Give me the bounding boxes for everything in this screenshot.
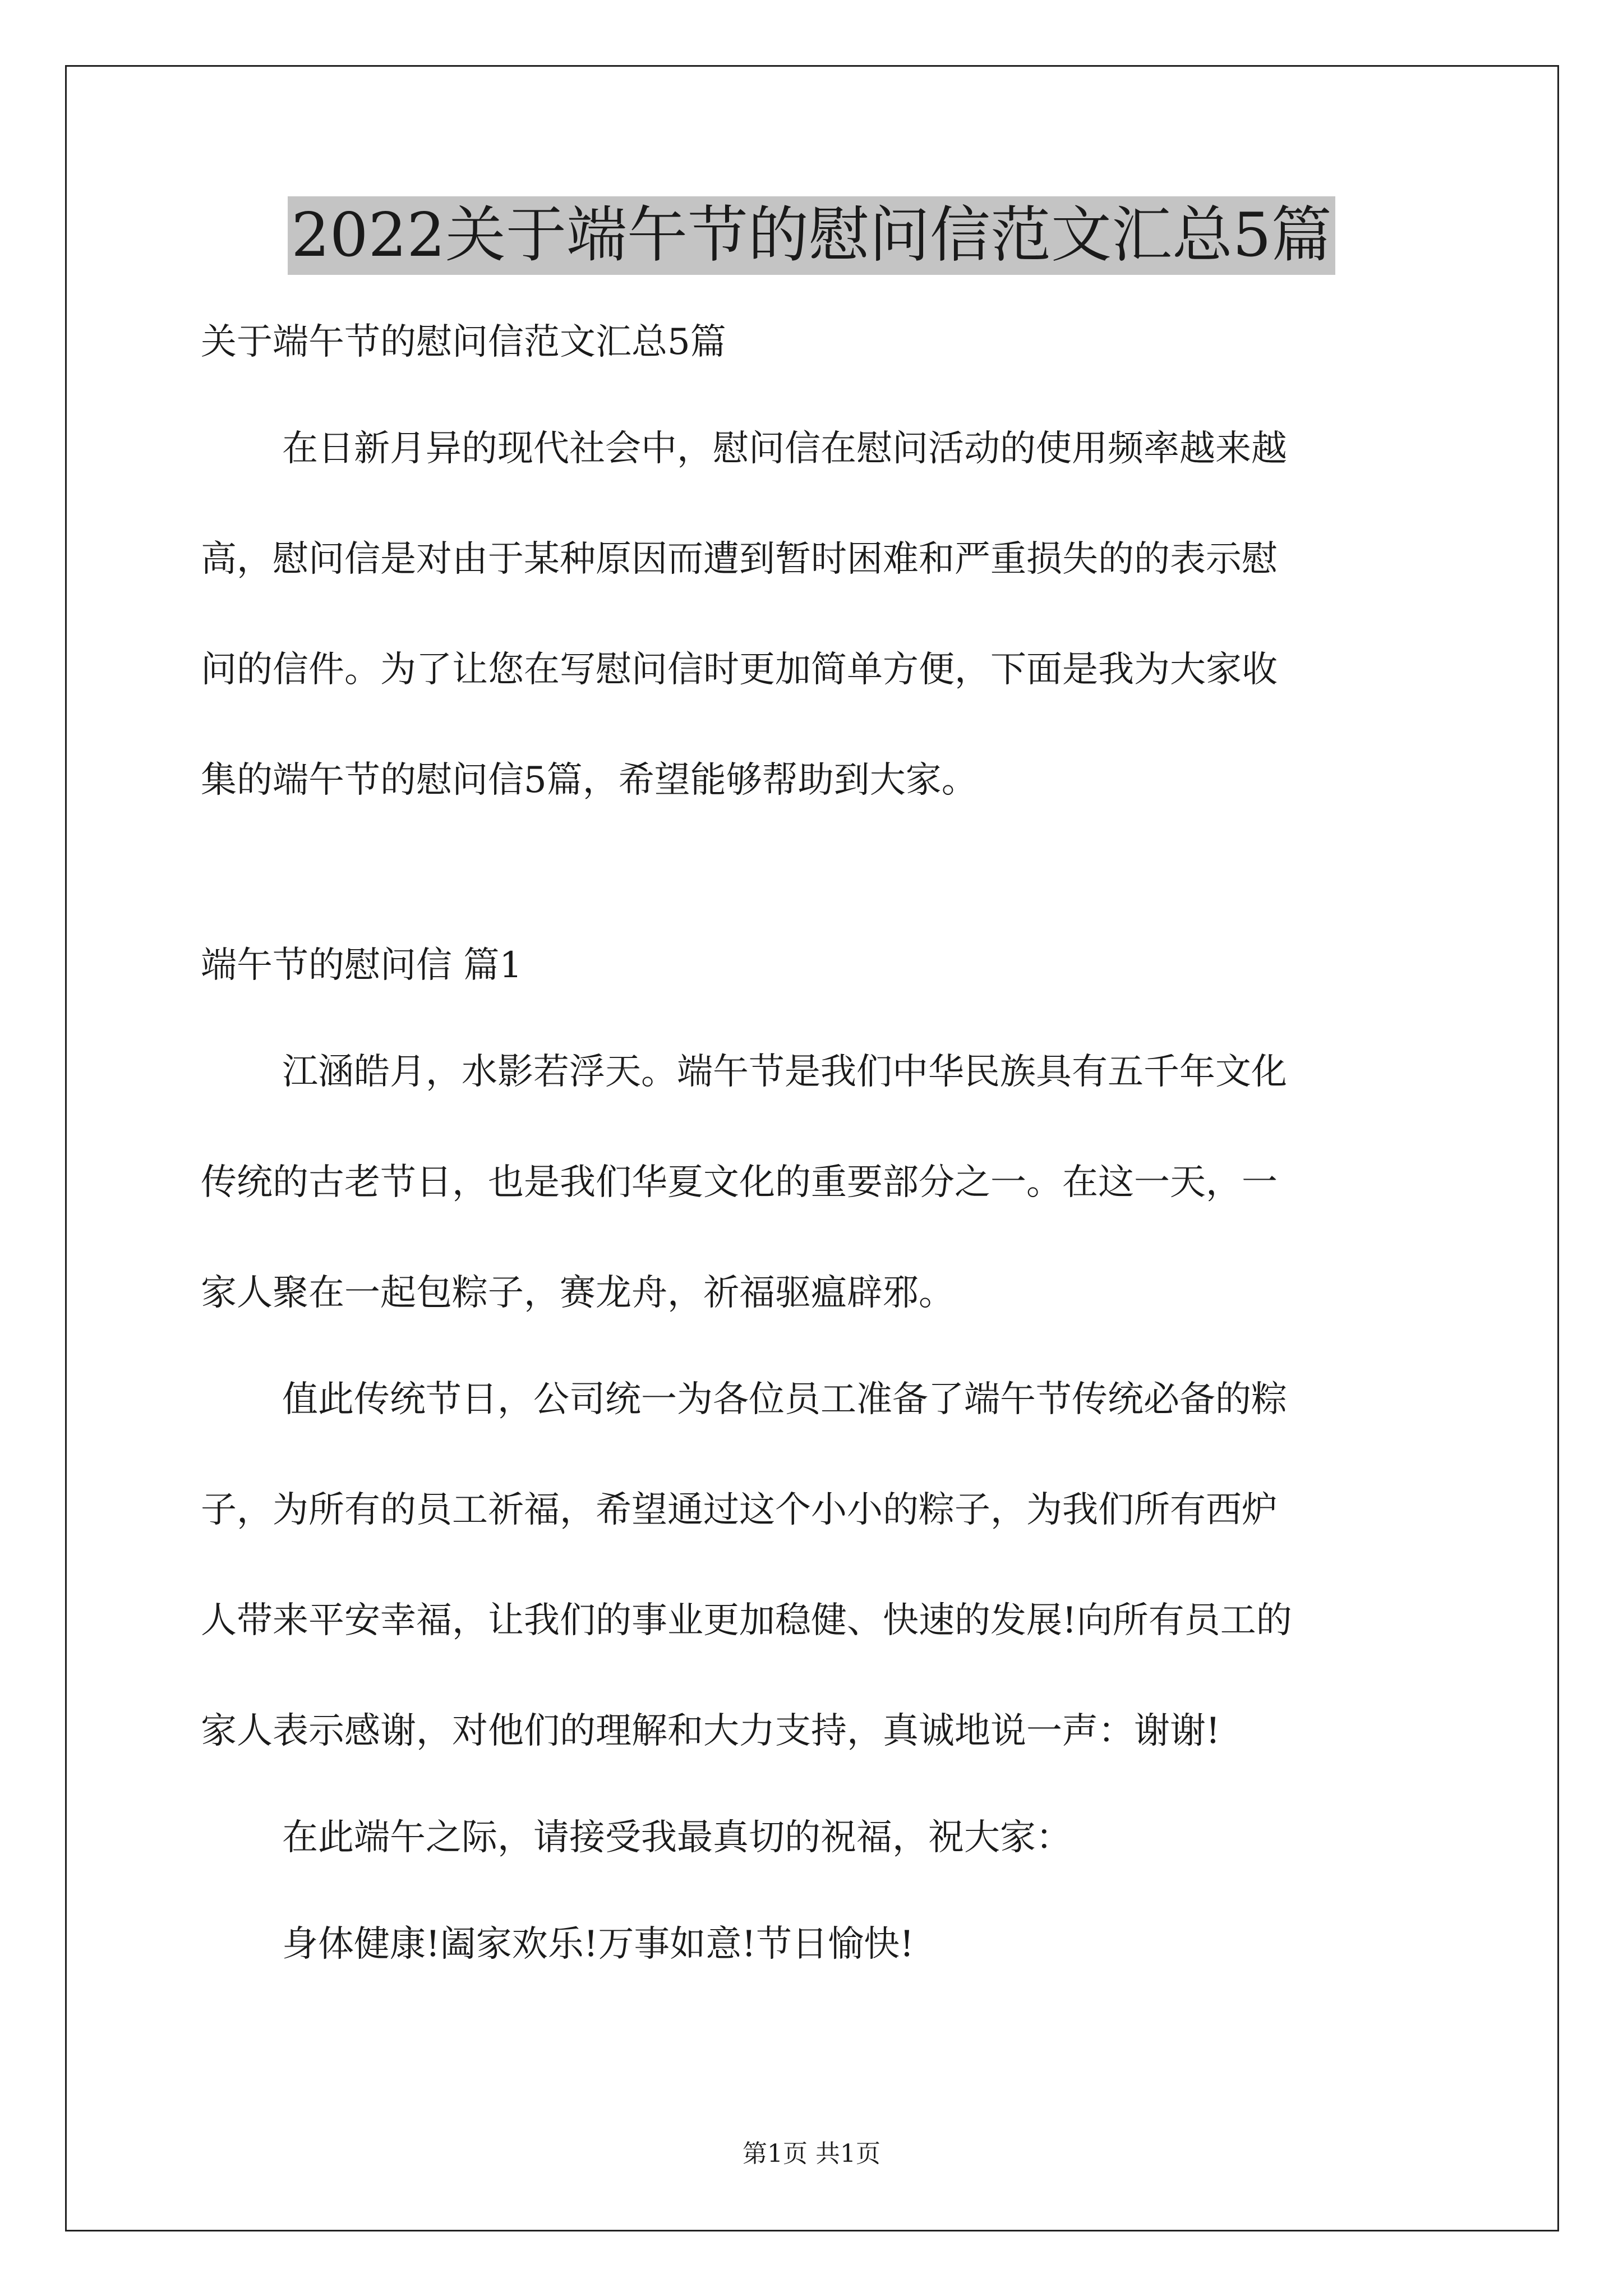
paragraph-line: 子，为所有的员工祈福，希望通过这个小小的粽子，为我们所有西炉 bbox=[201, 1489, 1278, 1531]
paragraph-line: 传统的古老节日，也是我们华夏文化的重要部分之一。在这一天，一 bbox=[201, 1162, 1278, 1203]
intro-line: 问的信件。为了让您在写慰问信时更加简单方便，下面是我为大家收 bbox=[201, 649, 1278, 691]
paragraph-3 bbox=[201, 1810, 1432, 1866]
document-title: 2022关于端午节的慰问信范文汇总5篇 bbox=[288, 196, 1335, 275]
document-body bbox=[201, 314, 1432, 1972]
paragraph-4 bbox=[201, 1916, 1432, 1972]
section-heading: 端午节的慰问信 篇1 bbox=[201, 945, 523, 986]
intro-line: 集的端午节的慰问信5篇，希望能够帮助到大家。 bbox=[201, 760, 978, 801]
paragraph-line: 值此传统节日，公司统一为各位员工准备了端午节传统必备的粽 bbox=[282, 1379, 1287, 1420]
intro-line: 高，慰问信是对由于某种原因而遭到暂时困难和严重损失的的表示慰 bbox=[201, 539, 1278, 580]
paragraph-line: 身体健康!阖家欢乐!万事如意!节日愉快! bbox=[282, 1924, 914, 1965]
intro-paragraph bbox=[201, 421, 1432, 808]
intro-line: 在日新月异的现代社会中，慰问信在慰问活动的使用频率越来越 bbox=[282, 428, 1287, 470]
paragraph-1 bbox=[201, 1044, 1432, 1321]
paragraph-line: 在此端午之际，请接受我最真切的祝福，祝大家： bbox=[282, 1817, 1072, 1858]
paragraph-line: 家人聚在一起包粽子，赛龙舟，祈福驱瘟辟邪。 bbox=[201, 1272, 955, 1314]
title-wrapper bbox=[0, 196, 1623, 275]
paragraph-line: 家人表示感谢，对他们的理解和大力支持，真诚地说一声：谢谢! bbox=[201, 1710, 1220, 1752]
paragraph-line: 江涵皓月，水影若浮天。端午节是我们中华民族具有五千年文化 bbox=[282, 1051, 1287, 1093]
document-subtitle: 关于端午节的慰问信范文汇总5篇 bbox=[201, 321, 726, 363]
paragraph-line: 人带来平安幸福，让我们的事业更加稳健、快速的发展!向所有员工的 bbox=[201, 1600, 1292, 1641]
page-number-footer: 第1页 共1页 bbox=[743, 2139, 880, 2168]
paragraph-2 bbox=[201, 1372, 1432, 1759]
